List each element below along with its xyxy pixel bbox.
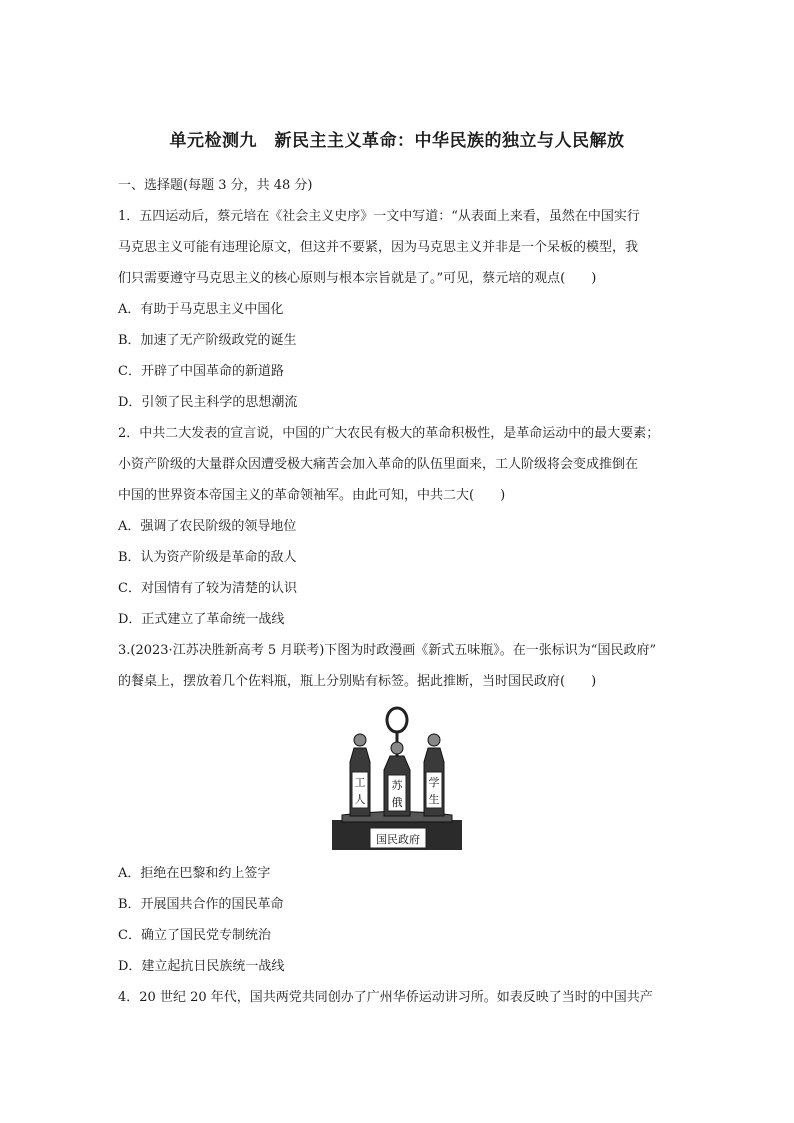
q3-stem-line-1: 3.(2023·江苏决胜新高考 5 月联考)下图为时政漫画《新式五味瓶》。在一张标识为“国民政府” [118, 643, 657, 658]
bottle-left-char-1: 工 [354, 776, 366, 789]
q3-option-b: B．开展国共合作的国民革命 [118, 897, 284, 912]
q3-stem-line-2: 的餐桌上，摆放着几个佐料瓶，瓶上分别贴有标签。据此推断，当时国民政府( ) [118, 674, 597, 689]
q1-option-c: C．开辟了中国革命的新道路 [118, 364, 284, 379]
q3-option-a: A．拒绝在巴黎和约上签字 [118, 866, 271, 881]
bottle-middle-stopper [391, 742, 403, 754]
q1-stem-line-3: 们只需要遵守马克思主义的核心原则与根本宗旨就是了。”可见，蔡元培的观点( ) [118, 271, 597, 286]
page-title: 单元检测九 新民主主义革命：中华民族的独立与人民解放 [169, 131, 625, 151]
table-label: 国民政府 [376, 833, 420, 846]
q4-stem-line-1: 4．20 世纪 20 年代，国共两党共同创办了广州华侨运动讲习所。如表反映了当时的中国共产 [118, 990, 653, 1005]
q1-option-a: A．有助于马克思主义中国化 [118, 302, 284, 317]
q1-stem-line-2: 马克思主义可能有违理论原文，但这并不要紧，因为马克思主义并非是一个呆板的模型，我 [118, 240, 639, 255]
bottle-right-char-2: 生 [428, 793, 440, 806]
bottle-right-char-1: 学 [428, 776, 440, 789]
q2-stem-line-3: 中国的世界资本帝国主义的革命领袖军。由此可知，中共二大( ) [118, 488, 506, 503]
q3-option-d: D．建立起抗日民族统一战线 [118, 959, 285, 974]
bottle-middle-char-1: 苏 [391, 779, 403, 792]
bottle-right-stopper [428, 734, 440, 746]
section-heading: 一、选择题(每题 3 分，共 48 分) [118, 178, 313, 193]
bottle-left-stopper [354, 734, 366, 746]
q2-option-a: A．强调了农民阶级的领导地位 [118, 519, 297, 534]
q1-option-d: D．引领了民主科学的思想潮流 [118, 395, 298, 410]
cruet-handle [387, 708, 407, 732]
q2-option-d: D．正式建立了革命统一战线 [118, 612, 285, 627]
q2-option-c: C．对国情有了较为清楚的认识 [118, 581, 297, 596]
bottle-middle-char-2: 俄 [391, 796, 403, 809]
q2-stem-line-2: 小资产阶级的大量群众因遭受极大痛苦会加入革命的队伍里面来，工人阶级将会变成推倒在 [118, 457, 639, 472]
q2-option-b: B．认为资产阶级是革命的敌人 [118, 550, 297, 565]
q3-option-c: C．确立了国民党专制统治 [118, 928, 271, 943]
cartoon-cruet-set [330, 700, 464, 852]
q1-option-b: B．加速了无产阶级政党的诞生 [118, 333, 297, 348]
q1-stem-line-1: 1．五四运动后，蔡元培在《社会主义史序》一文中写道：“从表面上来看，虽然在中国实行 [118, 209, 640, 224]
q2-stem-line-1: 2．中共二大发表的宣言说，中国的广大农民有极大的革命积极性，是革命运动中的最大要素； [118, 426, 660, 441]
bottle-left-char-2: 人 [354, 793, 366, 806]
